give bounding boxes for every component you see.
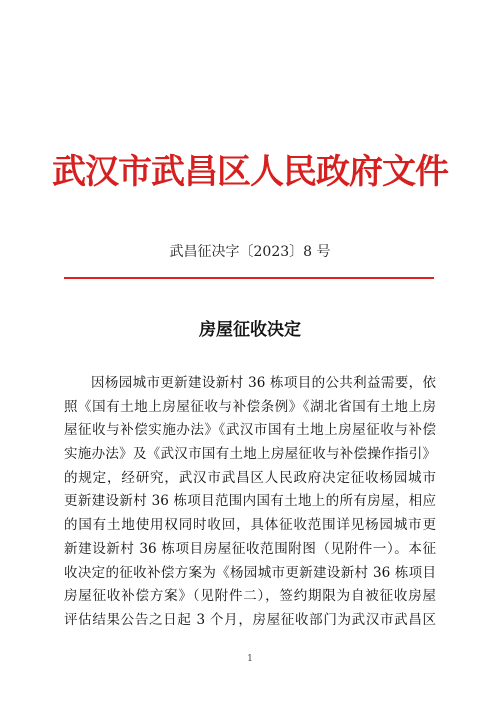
body-line: 收决定的征收补偿方案为《杨园城市更新建设新村 36 栋项目 (64, 564, 436, 581)
body-line: 照《国有土地上房屋征收与补偿条例》《湖北省国有土地上房 (64, 398, 436, 415)
body-line: 因杨园城市更新建设新村 36 栋项目的公共利益需要，依 (91, 375, 436, 391)
issuer-title: 武汉市武昌区人民政府文件 (52, 152, 448, 192)
page-number: 1 (247, 654, 253, 664)
body-line: 评估结果公告之日起 3 个月，房屋征收部门为武汉市武昌区 (64, 611, 436, 628)
body-line: 实施办法》及《武汉市国有土地上房屋征收与补偿操作指引》 (64, 446, 436, 463)
document-number: 武昌征决字〔2023〕8 号 (169, 244, 331, 260)
red-separator-line (64, 277, 434, 279)
body-line: 更新建设新村 36 栋项目范围内国有土地上的所有房屋，相应 (64, 493, 436, 510)
body-line: 屋征收与补偿实施办法》《武汉市国有土地上房屋征收与补偿 (64, 422, 436, 439)
body-line: 房屋征收补偿方案》（见附件二），签约期限为自被征收房屋 (64, 588, 436, 605)
document-subject: 房屋征收决定 (199, 320, 301, 340)
body-line: 新建设新村 36 栋项目房屋征收范围附图（见附件一）。本征 (64, 540, 436, 557)
body-line: 的国有土地使用权同时收回，具体征收范围详见杨园城市更 (64, 517, 436, 534)
body-line: 的规定，经研究，武汉市武昌区人民政府决定征收杨园城市 (64, 469, 436, 486)
body-paragraph (64, 372, 436, 633)
